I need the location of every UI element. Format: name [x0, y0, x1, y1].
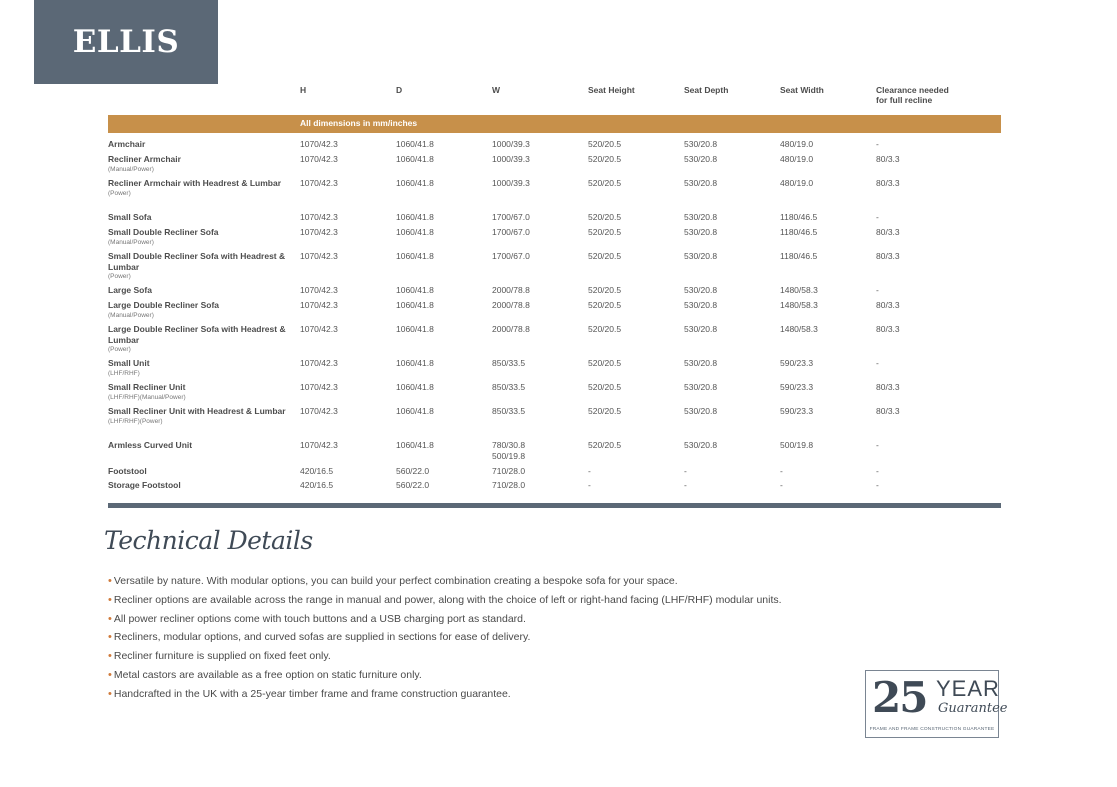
- table-row: [108, 382, 1001, 406]
- dimension-cell: 520/20.5: [588, 300, 622, 310]
- dimension-cell: 1000/39.3: [492, 139, 530, 149]
- technical-details-title: Technical Details: [104, 526, 313, 555]
- bullet-icon: •: [108, 668, 112, 681]
- list-item: [108, 668, 888, 687]
- dimension-cell: 1070/42.3: [300, 154, 338, 164]
- table-row: [108, 440, 1001, 466]
- product-name: Small Unit: [108, 358, 150, 368]
- dimension-cell: 480/19.0: [780, 178, 814, 188]
- brand-logo: [34, 0, 218, 84]
- product-name-cell: [108, 466, 288, 477]
- dimension-cell: 1180/46.5: [780, 251, 818, 261]
- dimension-cell: 1700/67.0: [492, 251, 530, 261]
- product-name-cell: [108, 480, 288, 491]
- dimension-cell: 80/3.3: [876, 251, 900, 261]
- list-item: [108, 612, 888, 631]
- dimension-cell: 1060/41.8: [396, 212, 434, 222]
- dimension-cell: -: [588, 466, 591, 476]
- table-row: [108, 466, 1001, 480]
- dimension-cell: 1480/58.3: [780, 324, 818, 334]
- dimension-cell: 420/16.5: [300, 466, 334, 476]
- product-name-cell: [108, 178, 288, 198]
- dimension-cell: 530/20.8: [684, 324, 718, 334]
- product-name: Large Double Recliner Sofa: [108, 300, 219, 310]
- guarantee-subtitle: FRAME AND FRAME CONSTRUCTION GUARANTEE: [869, 727, 995, 732]
- dimension-cell: 590/23.3: [780, 358, 814, 368]
- column-header: H: [300, 85, 307, 95]
- dimension-cell: 1060/41.8: [396, 382, 434, 392]
- dimension-cell: 1000/39.3: [492, 178, 530, 188]
- dimension-cell: 590/23.3: [780, 382, 814, 392]
- dimension-cell: 520/20.5: [588, 251, 622, 261]
- divider: [108, 503, 1001, 508]
- table-header: [108, 84, 1001, 115]
- product-name-cell: [108, 300, 288, 320]
- table-row: [108, 324, 1001, 358]
- table-row: [108, 154, 1001, 178]
- product-name: Small Recliner Unit with Headrest & Lumbar: [108, 406, 286, 416]
- product-note: (Manual/Power): [108, 238, 154, 246]
- dimension-cell: 520/20.5: [588, 227, 622, 237]
- bullet-icon: •: [108, 650, 112, 663]
- dimension-cell: 530/20.8: [684, 440, 718, 450]
- dimension-cell: 560/22.0: [396, 466, 430, 476]
- technical-details-list: [108, 574, 888, 706]
- dimension-cell: 710/28.0: [492, 480, 526, 490]
- dimension-cell: 1070/42.3: [300, 406, 338, 416]
- guarantee-badge: [865, 670, 1008, 738]
- dimension-cell: 520/20.5: [588, 154, 622, 164]
- dimension-cell: 480/19.0: [780, 139, 814, 149]
- product-note: (LHF/RHF)(Manual/Power): [108, 393, 186, 401]
- product-note: (LHF/RHF)(Power): [108, 417, 163, 425]
- dimension-cell: 1480/58.3: [780, 285, 818, 295]
- dimension-cell: -: [876, 358, 879, 368]
- dimension-cell: 530/20.8: [684, 227, 718, 237]
- dimension-cell: -: [876, 139, 879, 149]
- dimension-cell: 590/23.3: [780, 406, 814, 416]
- dimension-cell: -: [876, 466, 879, 476]
- product-name-cell: [108, 285, 288, 296]
- dimension-cell: 530/20.8: [684, 358, 718, 368]
- table-row: [108, 178, 1001, 212]
- product-note: (Power): [108, 346, 131, 353]
- dimension-cell: 80/3.3: [876, 406, 900, 416]
- bullet-icon: •: [108, 593, 112, 606]
- guarantee-year: YEAR: [936, 676, 1000, 701]
- dimension-cell: -: [876, 480, 879, 490]
- dimension-cell: 520/20.5: [588, 212, 622, 222]
- bullet-icon: •: [108, 687, 112, 700]
- column-header: D: [396, 85, 403, 95]
- product-name-cell: [108, 382, 288, 402]
- dimension-cell: 530/20.8: [684, 154, 718, 164]
- list-item-text: Recliners, modular options, and curved sofas are supplied in sections for ease of delivery.: [113, 631, 531, 644]
- product-name: Small Recliner Unit: [108, 382, 186, 392]
- dimension-cell: 1070/42.3: [300, 382, 338, 392]
- dimension-cell: -: [876, 440, 879, 450]
- dimension-cell: 780/30.8 500/19.8: [492, 440, 526, 461]
- dimension-cell: 1060/41.8: [396, 227, 434, 237]
- product-name: Storage Footstool: [108, 480, 181, 490]
- dimension-cell: 520/20.5: [588, 324, 622, 334]
- product-note: (Manual/Power): [108, 165, 154, 173]
- product-name-cell: [108, 251, 288, 281]
- guarantee-number: 25: [872, 673, 927, 722]
- dimension-cell: 2000/78.8: [492, 285, 530, 295]
- dimension-cell: 1070/42.3: [300, 251, 338, 261]
- product-name: Recliner Armchair: [108, 154, 181, 164]
- dimension-cell: 1070/42.3: [300, 285, 338, 295]
- dimension-cell: 1060/41.8: [396, 358, 434, 368]
- dimension-cell: 1070/42.3: [300, 212, 338, 222]
- table-row: [108, 227, 1001, 251]
- list-item: [108, 649, 888, 668]
- table-row: [108, 406, 1001, 440]
- dimension-cell: 80/3.3: [876, 324, 900, 334]
- dimension-cell: 1070/42.3: [300, 178, 338, 188]
- dimension-cell: 1060/41.8: [396, 154, 434, 164]
- table-body: [108, 139, 1001, 494]
- dimension-cell: 530/20.8: [684, 406, 718, 416]
- dimension-cell: 530/20.8: [684, 300, 718, 310]
- product-name-cell: [108, 358, 288, 378]
- column-header: Seat Height: [588, 85, 635, 95]
- product-name: Large Double Recliner Sofa with Headrest & Lumbar: [108, 324, 286, 345]
- dimension-cell: 530/20.8: [684, 285, 718, 295]
- list-item-text: Versatile by nature. With modular options, you can build your perfect combination creating a bespoke sofa for your space.: [113, 575, 678, 587]
- dimension-cell: 1060/41.8: [396, 440, 434, 450]
- product-name-cell: [108, 212, 288, 223]
- product-name-cell: [108, 227, 288, 247]
- table-row: [108, 358, 1001, 382]
- dimension-cell: 520/20.5: [588, 285, 622, 295]
- dimension-cell: -: [780, 466, 783, 476]
- bullet-icon: •: [108, 575, 112, 587]
- dimension-cell: -: [588, 480, 591, 490]
- dimension-cell: -: [780, 480, 783, 490]
- dimension-cell: 80/3.3: [876, 227, 900, 237]
- dimension-cell: -: [876, 285, 879, 295]
- table-row: [108, 139, 1001, 154]
- brand-name: ELLIS: [72, 24, 180, 60]
- dimension-cell: 1060/41.8: [396, 300, 434, 310]
- list-item: [108, 687, 888, 706]
- dimension-cell: 850/33.5: [492, 358, 526, 368]
- units-band: [108, 115, 1001, 133]
- dimension-cell: 530/20.8: [684, 178, 718, 188]
- dimension-cell: 1070/42.3: [300, 324, 338, 334]
- list-item: [108, 630, 888, 649]
- product-name: Footstool: [108, 466, 147, 476]
- dimension-cell: 520/20.5: [588, 406, 622, 416]
- dimension-cell: 520/20.5: [588, 382, 622, 392]
- list-item-text: Recliner furniture is supplied on fixed feet only.: [113, 650, 331, 663]
- dimension-cell: 80/3.3: [876, 300, 900, 310]
- list-item-text: Recliner options are available across the range in manual and power, along with the choice of left or right-hand facing (LHF/RHF) modular units.: [113, 593, 782, 606]
- dimension-cell: 520/20.5: [588, 440, 622, 450]
- product-name-cell: [108, 440, 288, 451]
- product-name: Small Double Recliner Sofa: [108, 227, 219, 237]
- column-header: Seat Depth: [684, 85, 729, 95]
- list-item-text: All power recliner options come with touch buttons and a USB charging port as standard.: [113, 612, 526, 625]
- dimension-cell: 1180/46.5: [780, 227, 818, 237]
- list-item: [108, 574, 888, 593]
- dimension-cell: 710/28.0: [492, 466, 526, 476]
- product-name-cell: [108, 406, 288, 426]
- dimension-cell: 530/20.8: [684, 139, 718, 149]
- table-row: [108, 285, 1001, 300]
- dimension-cell: 1000/39.3: [492, 154, 530, 164]
- table-row: [108, 212, 1001, 227]
- dimension-cell: 1070/42.3: [300, 358, 338, 368]
- column-header: Clearance needed for full recline: [876, 85, 949, 105]
- dimension-cell: 80/3.3: [876, 154, 900, 164]
- product-name: Large Sofa: [108, 285, 152, 295]
- dimension-cell: 520/20.5: [588, 139, 622, 149]
- list-item: [108, 593, 888, 612]
- dimension-cell: 1060/41.8: [396, 178, 434, 188]
- dimension-cell: 850/33.5: [492, 382, 526, 392]
- dimension-cell: 1060/41.8: [396, 285, 434, 295]
- product-name-cell: [108, 324, 288, 354]
- product-name-cell: [108, 139, 288, 150]
- table-row: [108, 251, 1001, 285]
- dimension-cell: 1480/58.3: [780, 300, 818, 310]
- dimension-cell: -: [684, 480, 687, 490]
- product-name: Armless Curved Unit: [108, 440, 193, 450]
- product-name: Armchair: [108, 139, 146, 149]
- column-header: Seat Width: [780, 85, 824, 95]
- product-note: (Power): [108, 189, 131, 197]
- product-note: (Power): [108, 273, 131, 280]
- dimension-cell: 80/3.3: [876, 382, 900, 392]
- bullet-icon: •: [108, 631, 112, 644]
- dimension-cell: 500/19.8: [780, 440, 814, 450]
- list-item-text: Metal castors are available as a free option on static furniture only.: [113, 668, 422, 681]
- dimension-cell: 530/20.8: [684, 382, 718, 392]
- product-name: Small Double Recliner Sofa with Headrest & Lumbar: [108, 251, 286, 272]
- product-note: (Manual/Power): [108, 311, 154, 319]
- table-row: [108, 480, 1001, 494]
- dimension-cell: 520/20.5: [588, 358, 622, 368]
- guarantee-script: Guarantee: [938, 701, 1008, 716]
- list-item-text: Handcrafted in the UK with a 25-year timber frame and frame construction guarantee.: [113, 687, 511, 700]
- dimension-cell: 1700/67.0: [492, 227, 530, 237]
- bullet-icon: •: [108, 612, 112, 625]
- product-name-cell: [108, 154, 288, 174]
- dimension-cell: 2000/78.8: [492, 324, 530, 334]
- dimension-cell: 420/16.5: [300, 480, 334, 490]
- units-label: All dimensions in mm/inches: [300, 118, 418, 128]
- dimension-cell: 80/3.3: [876, 178, 900, 188]
- product-note: (LHF/RHF): [108, 369, 140, 377]
- dimension-cell: 1070/42.3: [300, 440, 338, 450]
- dimension-cell: 560/22.0: [396, 480, 430, 490]
- dimension-cell: 1070/42.3: [300, 139, 338, 149]
- dimension-cell: 1070/42.3: [300, 300, 338, 310]
- product-name: Recliner Armchair with Headrest & Lumbar: [108, 178, 282, 188]
- dimensions-table: [108, 84, 1001, 494]
- column-header: W: [492, 85, 501, 95]
- dimension-cell: 530/20.8: [684, 212, 718, 222]
- dimension-cell: 1060/41.8: [396, 139, 434, 149]
- dimension-cell: 520/20.5: [588, 178, 622, 188]
- dimension-cell: 1060/41.8: [396, 251, 434, 261]
- product-name: Small Sofa: [108, 212, 152, 222]
- dimension-cell: 530/20.8: [684, 251, 718, 261]
- dimension-cell: 2000/78.8: [492, 300, 530, 310]
- dimension-cell: 1180/46.5: [780, 212, 818, 222]
- dimension-cell: 850/33.5: [492, 406, 526, 416]
- dimension-cell: 1060/41.8: [396, 324, 434, 334]
- dimension-cell: 1060/41.8: [396, 406, 434, 416]
- dimension-cell: 1070/42.3: [300, 227, 338, 237]
- dimension-cell: 480/19.0: [780, 154, 814, 164]
- dimension-cell: 1700/67.0: [492, 212, 530, 222]
- dimension-cell: -: [876, 212, 879, 222]
- dimension-cell: -: [684, 466, 687, 476]
- table-row: [108, 300, 1001, 324]
